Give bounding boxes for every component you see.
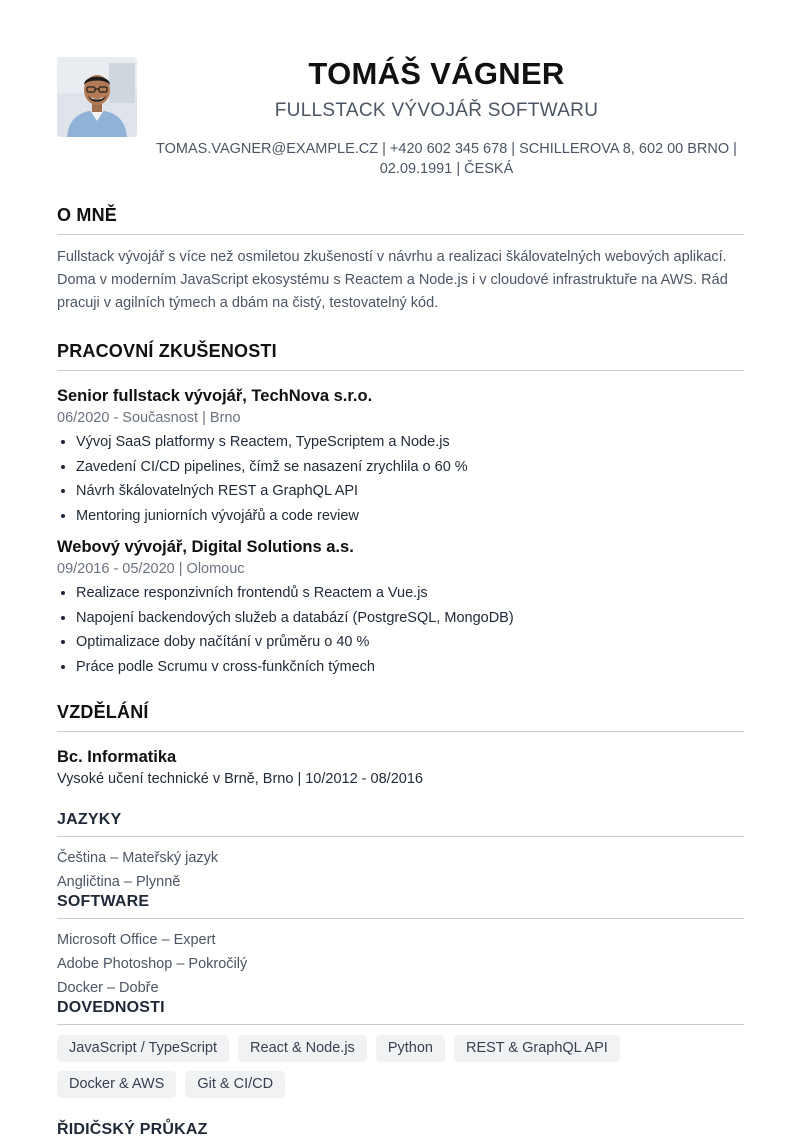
license-heading: ŘIDIČSKÝ PRŮKAZ xyxy=(57,1121,208,1138)
list-item: Docker – Dobře xyxy=(57,980,159,996)
contact-line: 02.09.1991 | ČESKÁ xyxy=(379,161,514,177)
list-item: • Práce podle Scrumu v cross-funkčních týmech xyxy=(76,655,744,680)
software-heading: SOFTWARE xyxy=(57,893,744,919)
list-item: • Realizace responzivních frontendů s Reactem a Vue.js xyxy=(76,581,744,606)
list-item: • Napojení backendových služeb a databází (PostgreSQL, MongoDB) xyxy=(76,606,744,631)
contact-line: TOMAS.VAGNER@EXAMPLE.CZ | +420 602 345 678 | SCHILLEROVA 8, 602 00 BRNO | xyxy=(156,141,737,157)
experience-section xyxy=(57,341,744,679)
job-bullets xyxy=(57,581,744,679)
job-title: FULLSTACK VÝVOJÁŘ SOFTWARU xyxy=(274,100,599,121)
experience-heading: PRACOVNÍ ZKUŠENOSTI xyxy=(57,341,744,371)
languages-section xyxy=(57,811,744,894)
avatar-image xyxy=(57,57,137,137)
job-entry-meta: 09/2016 - 05/2020 | Olomouc xyxy=(57,561,245,577)
list-item: • Zavedení CI/CD pipelines, čímž se nasazení zrychlila o 60 % xyxy=(76,455,744,480)
languages-list xyxy=(57,846,744,894)
list-item: • Optimalizace doby načítání v průměru o 40 % xyxy=(76,630,744,655)
education-degree: Bc. Informatika xyxy=(57,748,177,766)
license-section xyxy=(57,1121,744,1146)
education-heading: VZDĚLÁNÍ xyxy=(57,702,744,732)
list-item: • Mentoring juniorních vývojářů a code review xyxy=(76,504,744,529)
list-item: Adobe Photoshop – Pokročilý xyxy=(57,956,248,972)
job-entry xyxy=(57,385,744,528)
list-item: Čeština – Mateřský jazyk xyxy=(57,850,219,866)
skills-section xyxy=(57,999,744,1098)
skill-tag: Git & CI/CD xyxy=(185,1071,285,1098)
job-entry-title: Senior fullstack vývojář, TechNova s.r.o. xyxy=(57,387,373,405)
list-item: Angličtina – Plynně xyxy=(57,874,181,890)
languages-heading: JAZYKY xyxy=(57,811,744,837)
education-meta: Vysoké učení technické v Brně, Brno | 10/2012 - 08/2016 xyxy=(57,771,423,787)
job-entry xyxy=(57,536,744,679)
contact-info xyxy=(150,139,743,179)
candidate-name: TOMÁŠ VÁGNER xyxy=(308,56,565,91)
skill-tag: REST & GraphQL API xyxy=(454,1035,620,1062)
software-list xyxy=(57,928,744,1000)
job-entry-meta: 06/2020 - Současnost | Brno xyxy=(57,410,241,426)
profile-photo xyxy=(57,57,137,137)
about-heading: O MNĚ xyxy=(57,205,744,235)
list-item: Microsoft Office – Expert xyxy=(57,932,216,948)
skills-tags xyxy=(57,1035,744,1098)
skill-tag: Python xyxy=(376,1035,445,1062)
list-item: • Vývoj SaaS platformy s Reactem, TypeScriptem a Node.js xyxy=(76,430,744,455)
job-entry-title: Webový vývojář, Digital Solutions a.s. xyxy=(57,538,354,556)
about-section xyxy=(57,205,744,315)
list-item: • Návrh škálovatelných REST a GraphQL API xyxy=(76,479,744,504)
about-text: Fullstack vývojář s více než osmiletou zkušeností v návrhu a realizaci škálovatelných webových aplikací. Doma v moderním JavaScript ekosystému s Reactem a Node.js i v cloudové infrastruktuře na AWS. Rád pracuji v agilních týmech a dbám na čistý, testovatelný kód. xyxy=(57,249,728,311)
skills-heading: DOVEDNOSTI xyxy=(57,999,744,1025)
software-section xyxy=(57,893,744,1000)
skill-tag: Docker & AWS xyxy=(57,1071,176,1098)
skill-tag: JavaScript / TypeScript xyxy=(57,1035,229,1062)
education-section xyxy=(57,702,744,790)
job-bullets xyxy=(57,430,744,528)
skill-tag: React & Node.js xyxy=(238,1035,367,1062)
